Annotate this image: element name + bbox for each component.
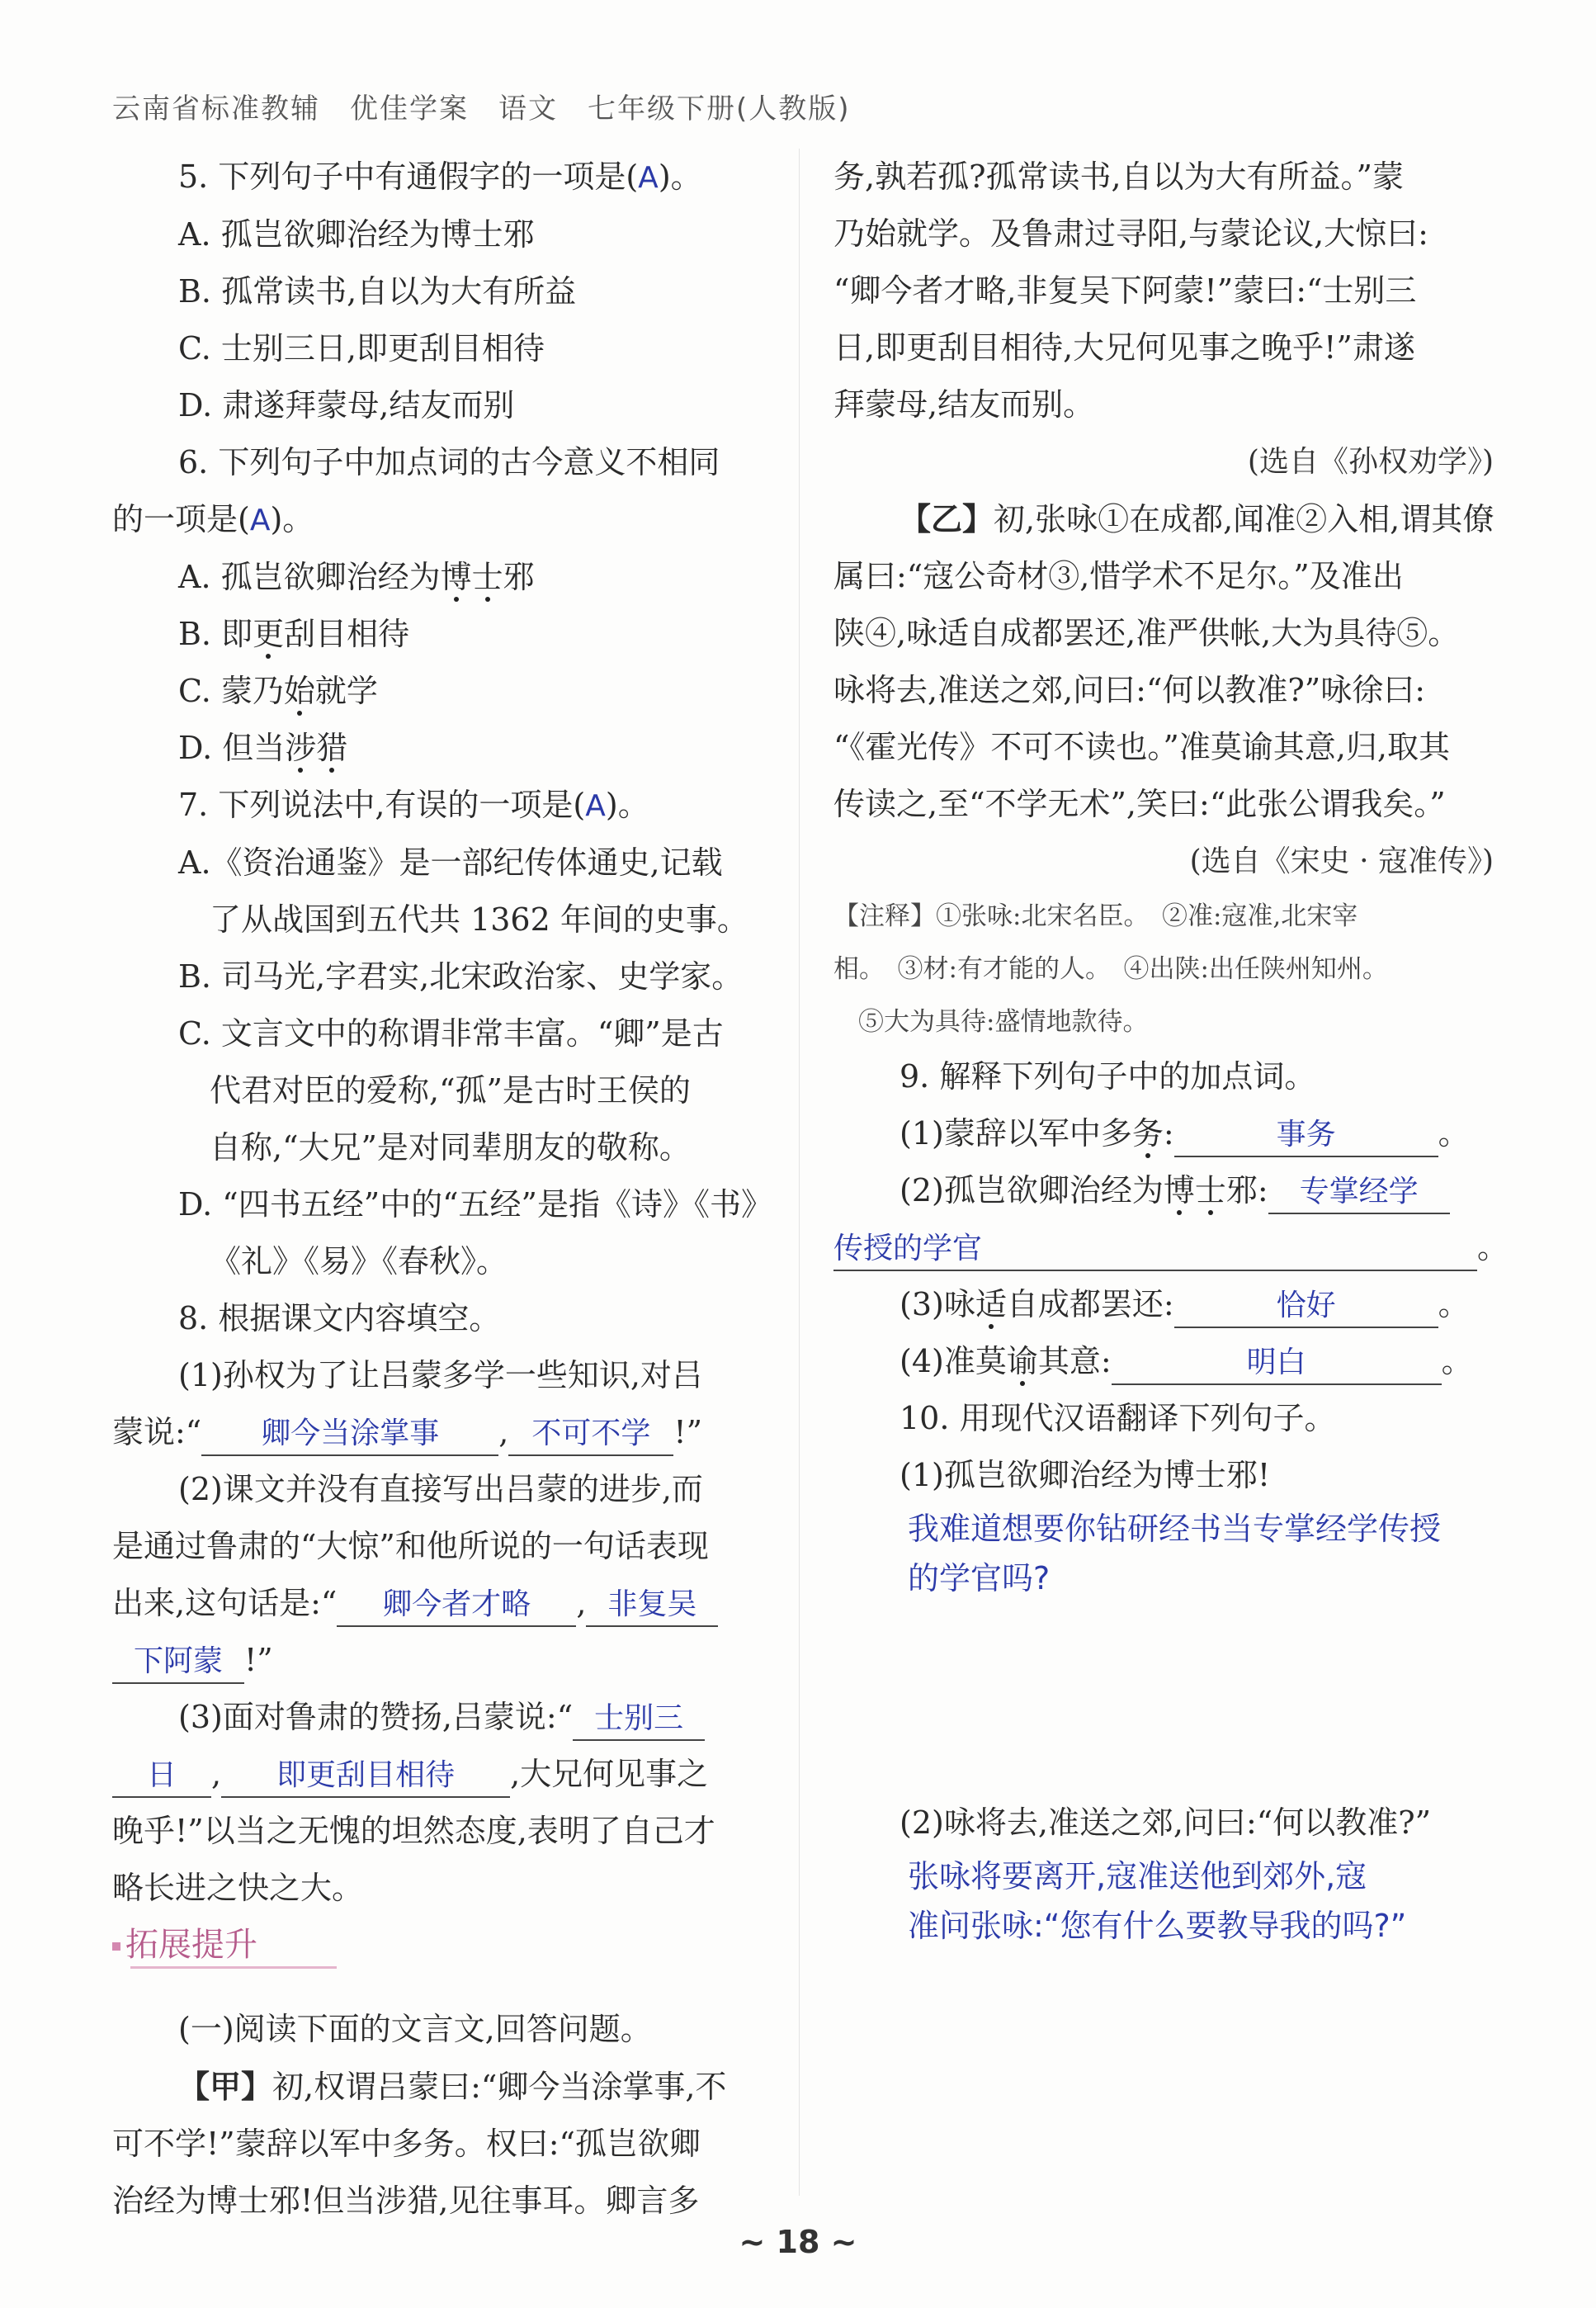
- q8-2-blanks-cont: 下阿蒙 !”: [112, 1632, 764, 1689]
- answer-blank: 专掌经学: [1268, 1171, 1450, 1214]
- passage-jia-line: “卿今者才略,非复吴下阿蒙!”蒙曰:“士别三: [833, 272, 1417, 309]
- passage-jia-line: 日,即更刮目相待,大兄何见事之晚乎!”肃遂: [833, 329, 1415, 366]
- q5-option-d: D. 肃遂拜蒙母,结友而别: [178, 387, 515, 423]
- emphasis-dot-char: 务: [1131, 1115, 1164, 1152]
- q6-answer: A: [249, 504, 271, 537]
- passage-jia-line: 治经为博士邪!但当涉猎,见往事耳。卿言多: [112, 2183, 700, 2219]
- q5-answer: A: [638, 161, 659, 195]
- q6-stem-cont: 的一项是(A)。: [112, 501, 314, 537]
- emphasis-dot-char: 士: [471, 559, 503, 595]
- right-column: [833, 149, 1509, 1603]
- emphasis-dot-char: 更: [253, 616, 285, 652]
- answer-blank: 日: [112, 1755, 211, 1798]
- annotation-line: ⑤大为具待:盛情地款待。: [858, 1007, 1149, 1037]
- q10-2: (2)咏将去,准送之郊,问曰:“何以教准?”: [900, 1804, 1432, 1841]
- q6-stem: 6. 下列句子中加点词的古今意义不相同: [178, 444, 720, 480]
- q8-1-blanks: 蒙说:“ 卿今当涂掌事 , 不可不学 !”: [112, 1404, 764, 1461]
- answer-blank: 非复吴: [586, 1584, 718, 1627]
- q9-1: (1)蒙辞以军中多务: 事务 。: [833, 1105, 1494, 1162]
- emphasis-dot-char: 谕: [1006, 1343, 1038, 1379]
- emphasis-dot-char: 猎: [316, 730, 348, 766]
- q7-option-b: B. 司马光,字君实,北宋政治家、史学家。: [178, 958, 744, 995]
- answer-blank: 下阿蒙: [112, 1641, 244, 1684]
- passage-yi-line: “《霍光传》不可不读也。”准莫谕其意,归,取其: [833, 729, 1451, 765]
- answer-blank: 即更刮目相待: [221, 1755, 510, 1798]
- page-number: ~ 18 ~: [739, 2224, 857, 2260]
- q9-3: (3)咏适自成都罢还: 恰好 。: [833, 1276, 1494, 1333]
- passage-yi-source: (选自《宋史 · 寇准传》): [1189, 844, 1494, 878]
- q10-1-answer: [833, 1504, 1494, 1603]
- passage-jia-line: 乃始就学。及鲁肃过寻阳,与蒙论议,大惊曰:: [833, 215, 1428, 252]
- q8-3-text: 晚乎!”以当之无愧的坦然态度,表明了自己才: [112, 1813, 715, 1849]
- dotted-word: [253, 616, 284, 652]
- dotted-word: [441, 559, 503, 595]
- annotation-line: 相。 ③材:有才能的人。 ④出陕:出任陕州知州。: [833, 954, 1388, 984]
- answer-blank: 事务: [1174, 1114, 1438, 1157]
- q7-option-a-cont: 了从战国到五代共 1362 年间的史事。: [210, 901, 748, 938]
- q9-2-cont: 传授的学官 。: [833, 1219, 1494, 1276]
- passage-yi-line: 咏将去,准送之郊,问曰:“何以教准?”咏徐曰:: [833, 672, 1425, 708]
- dotted-word: [1164, 1172, 1226, 1208]
- emphasis-dot-char: 适: [975, 1286, 1007, 1322]
- dotted-word: [285, 730, 347, 766]
- passage-jia-line: 【甲】初,权谓吕蒙曰:“卿今当涂掌事,不: [178, 2068, 727, 2105]
- q8-3-blanks: 日 , 即更刮目相待 ,大兄何见事之: [112, 1746, 764, 1803]
- q8-2-text: 是通过鲁肃的“大惊”和他所说的一句话表现: [112, 1528, 709, 1564]
- answer-blank: 恰好: [1174, 1285, 1438, 1328]
- page-header: 云南省标准教辅 优佳学案 语文 七年级下册(人教版): [112, 92, 851, 125]
- reading-passage-jia-start: [112, 2001, 764, 2230]
- q7-answer: A: [585, 789, 606, 823]
- section-title: 拓展提升: [112, 1918, 257, 1965]
- answer-text: 准问张咏:“您有什么要教导我的吗?”: [908, 1908, 1407, 1944]
- emphasis-dot-char: 博: [1163, 1172, 1195, 1208]
- q5-stem: 5. 下列句子中有通假字的一项是(A)。: [178, 158, 702, 195]
- q7-option-a: A.《资治通鉴》是一部纪传体通史,记载: [178, 844, 723, 881]
- passage-yi-line: 【乙】初,张咏①在成都,闻准②入相,谓其僚: [900, 500, 1494, 537]
- emphasis-dot-char: 博: [440, 559, 472, 595]
- q7-option-d-cont: 《礼》《易》《春秋》。: [210, 1243, 508, 1279]
- answer-blank: 卿今者才略: [337, 1584, 576, 1627]
- passage-jia-line: 可不学!”蒙辞以军中多务。权曰:“孤岂欲卿: [112, 2126, 701, 2162]
- annotation-line: 【注释】①张咏:北宋名臣。 ②准:寇准,北宋宰: [833, 901, 1358, 931]
- answer-text: 的学官吗?: [908, 1560, 1051, 1596]
- dotted-word: [975, 1286, 1007, 1322]
- q10-2-answer: [833, 1852, 1494, 1951]
- q10-stem: 10. 用现代汉语翻译下列句子。: [900, 1400, 1336, 1436]
- q9-4: (4)准莫谕其意: 明白 。: [833, 1333, 1494, 1390]
- dotted-word: [1007, 1343, 1038, 1379]
- q7-option-c: C. 文言文中的称谓非常丰富。“卿”是古: [178, 1015, 724, 1052]
- q8-1-text: (1)孙权为了让吕蒙多学一些知识,对吕: [178, 1357, 703, 1393]
- left-column: [112, 149, 772, 1917]
- answer-text: 我难道想要你钻研经书当专掌经学传授: [908, 1511, 1442, 1547]
- passage-yi-line: 陕④,咏适自成都罢还,准严供帐,大为具待⑤。: [833, 615, 1460, 651]
- q7-option-c-cont: 自称,“大兄”是对同辈朋友的敬称。: [210, 1129, 691, 1166]
- q5-option-c: C. 士别三日,即更刮目相待: [178, 330, 545, 367]
- section-title-underline: [130, 1966, 337, 1969]
- q5-option-a: A. 孤岂欲卿治经为博士邪: [178, 216, 535, 253]
- q8-3-text: (3)面对鲁肃的赞扬,吕蒙说:“ 士别三: [112, 1689, 764, 1746]
- q8-2-text: (2)课文并没有直接写出吕蒙的进步,而: [178, 1471, 703, 1507]
- q8-2-blanks: 出来,这句话是:“ 卿今者才略 , 非复吴: [112, 1575, 764, 1632]
- answer-blank: 传授的学官: [833, 1228, 1477, 1271]
- reading-intro: (一)阅读下面的文言文,回答问题。: [178, 2011, 652, 2047]
- dotted-word: [1132, 1115, 1164, 1152]
- passage-jia-line: 拜蒙母,结友而别。: [833, 386, 1095, 423]
- emphasis-dot-char: 涉: [285, 730, 317, 766]
- q9-2: (2)孤岂欲卿治经为博士邪: 专掌经学: [833, 1162, 1494, 1219]
- q8-stem: 8. 根据课文内容填空。: [178, 1300, 501, 1336]
- dotted-word: [284, 673, 315, 709]
- decorative-square-icon: [112, 1942, 120, 1951]
- q6-option-a: A. 孤岂欲卿治经为博士邪: [178, 559, 535, 595]
- answer-text: 张咏将要离开,寇准送他到郊外,寇: [908, 1858, 1367, 1894]
- q5-option-b: B. 孤常读书,自以为大有所益: [178, 273, 577, 310]
- q6-option-b: B. 即更刮目相待: [178, 616, 410, 652]
- answer-blank: 士别三: [573, 1698, 705, 1741]
- q6-option-d: D. 但当涉猎: [178, 730, 348, 766]
- answer-blank: 不可不学: [508, 1413, 673, 1456]
- q6-option-c: C. 蒙乃始就学: [178, 673, 378, 709]
- passage-jia-source: (选自《孙权劝学》): [1247, 445, 1494, 479]
- emphasis-dot-char: 始: [283, 673, 315, 709]
- q7-stem: 7. 下列说法中,有误的一项是(A)。: [178, 787, 649, 823]
- emphasis-dot-char: 士: [1194, 1172, 1226, 1208]
- column-divider: [799, 149, 800, 2196]
- q8-3-text: 略长进之快之大。: [112, 1870, 364, 1906]
- q10-1: (1)孤岂欲卿治经为博士邪!: [900, 1457, 1271, 1493]
- q7-option-d: D. “四书五经”中的“五经”是指《诗》《书》: [178, 1186, 772, 1223]
- q10-2-block: [833, 1795, 1494, 1951]
- passage-yi-line: 属曰:“寇公奇材③,惜学术不足尔。”及准出: [833, 558, 1404, 594]
- passage-yi-line: 传读之,至“不学无术”,笑曰:“此张公谓我矣。”: [833, 786, 1446, 822]
- q7-option-c-cont: 代君对臣的爱称,“孤”是古时王侯的: [210, 1072, 691, 1109]
- answer-blank: 卿今当涂掌事: [201, 1413, 498, 1456]
- q9-stem: 9. 解释下列句子中的加点词。: [900, 1058, 1316, 1095]
- answer-blank: 明白: [1112, 1342, 1442, 1385]
- passage-jia-line: 务,孰若孤?孤常读书,自以为大有所益。”蒙: [833, 158, 1404, 195]
